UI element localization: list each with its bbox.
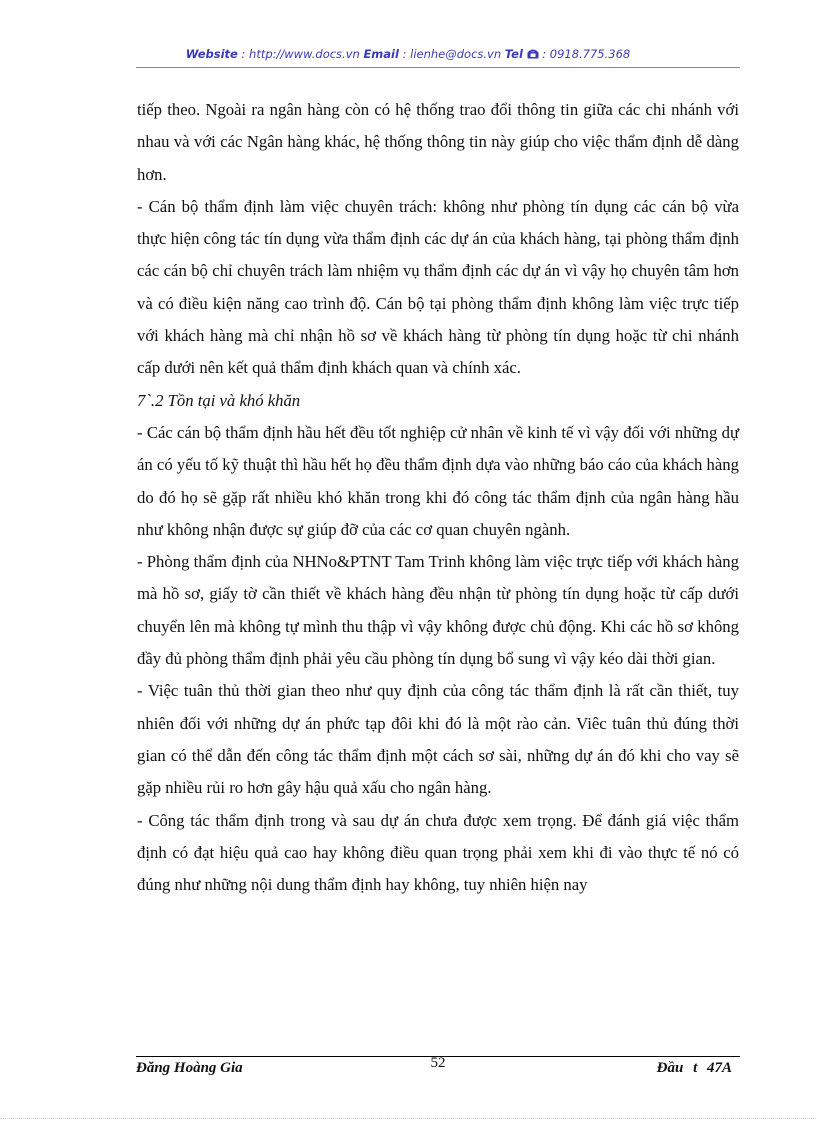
website-url[interactable]: : http://www.docs.vn <box>237 47 364 61</box>
tel-label: Tel <box>504 47 523 61</box>
page-edge <box>0 1118 816 1119</box>
page-number: 52 <box>430 1055 446 1071</box>
website-label: Website <box>185 47 238 61</box>
paragraph: - Cán bộ thẩm định làm việc chuyên trách: không như phòng tín dụng các cán bộ vừa thực hiện công tác tín dụng vừa thẩm định các dự án của khách hàng, tại phòng thẩm định các cán bộ chỉ chuyên trách làm nhiệm vụ thẩm định các dự án vì vậy họ chuyên tâm hơn và có điều kiện năng cao trình độ. Cán bộ tại phòng thẩm định không làm việc trực tiếp với khách hàng mà chỉ nhận hồ sơ về khách hàng từ phòng tín dụng hoặc từ chi nhánh cấp dưới nên kết quả thẩm định khách quan và chính xác. <box>137 196 739 378</box>
header-divider <box>136 67 740 68</box>
phone-icon <box>527 47 539 61</box>
footer-author: Đăng Hoàng Gia <box>136 1060 243 1076</box>
document-body <box>137 94 739 901</box>
paragraph: - Công tác thẩm định trong và sau dự án chưa được xem trọng. Để đánh giá việc thẩm định có đạt hiệu quả cao hay không điều quan trọng phải xem khi đi vào thực tế nó có đúng như những nội dung thẩm định hay không, tuy nhiên hiện nay <box>137 810 739 895</box>
paragraph: - Việc tuân thủ thời gian theo như quy định của công tác thẩm định là rất cần thiết, tuy nhiên đối với những dự án phức tạp đôi khi đó là một rào cản. Viêc tuân thủ đúng thời gian có thể dẫn đến công tác thẩm định một cách sơ sài, những dự án đó khi cho vay sẽ gặp nhiều rủi ro hơn gây hậu quả xấu cho ngân hàng. <box>137 681 739 798</box>
page-header <box>0 47 816 61</box>
section-heading: 7`.2 Tồn tại và khó khăn <box>137 390 301 410</box>
paragraph: tiếp theo. Ngoài ra ngân hàng còn có hệ thống trao đổi thông tin giữa các chi nhánh với nhau và với các Ngân hàng khác, hệ thống thông tin này giúp cho việc thẩm định dễ dàng hơn. <box>137 100 739 184</box>
email-label: Email <box>363 47 399 61</box>
paragraph: - Các cán bộ thẩm định hầu hết đều tốt nghiệp cử nhân về kinh tế vì vậy đối với những dự án có yếu tố kỹ thuật thì hầu hết họ đều thẩm định dựa vào những báo cáo của khách hàng do đó họ sẽ gặp rất nhiều khó khăn trong khi đó công tác thẩm định của ngân hàng hầu như không nhận được sự giúp đỡ của các cơ quan chuyên ngành. <box>137 422 739 539</box>
paragraph: - Phòng thẩm định của NHNo&PTNT Tam Trinh không làm việc trực tiếp với khách hàng mà hồ sơ, giấy tờ cần thiết về khách hàng đều nhận từ phòng tín dụng hoặc từ cấp dưới chuyển lên mà không tự mình thu thập vì vậy không được chủ động. Khi các hồ sơ không đầy đủ phòng thẩm định phải yêu cầu phòng tín dụng bổ sung vì vậy kéo dài thời gian. <box>137 552 739 669</box>
email-address[interactable]: : lienhe@docs.vn <box>398 47 505 61</box>
tel-number: : 0918.775.368 <box>538 47 631 61</box>
footer-class-label: Đầu t 47A <box>656 1060 732 1076</box>
